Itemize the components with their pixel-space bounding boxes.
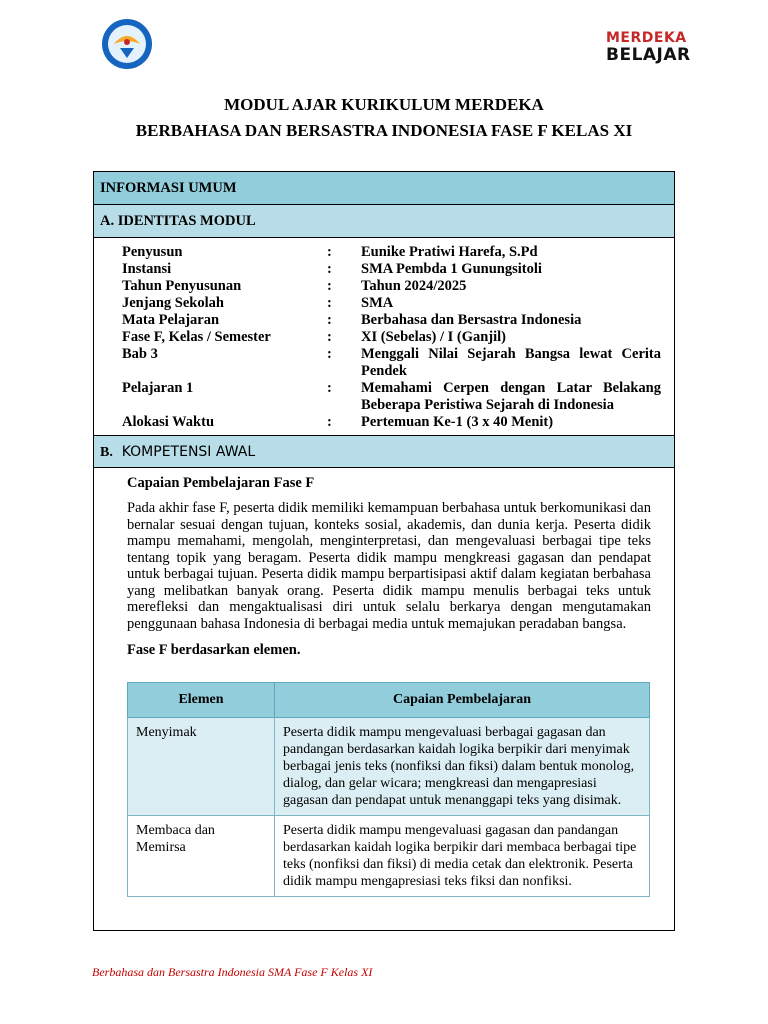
identitas-colon: :: [327, 278, 332, 294]
identitas-value: Berbahasa dan Bersastra Indonesia: [361, 312, 582, 328]
cp-paragraph: Pada akhir fase F, peserta didik memiliki kemampuan berbahasa untuk berkomunikasi dan bernalar sesuai dengan tujuan, konteks sosial, akademis, dan dunia kerja. Peserta didik mampu memahami, mengolah, menginterpretasi, dan mengevaluasi berbagai tipe teks tentang topik yang beragam. Peserta didik mampu mengkreasi gagasan dan pendapat untuk berbagai tujuan. Peserta didik mampu berpartisipasi aktif dalam kegiatan berbahasa yang melibatkan banyak orang. Peserta didik mampu menulis berbagai teks untuk merefleksi dan mengaktualisasi diri untuk selalu berkarya dengan mengutamakan penggunaan bahasa Indonesia di berbagai media untuk memajukan peradaban bangsa.: [127, 500, 651, 632]
tut-wuri-handayani-logo: [100, 18, 154, 70]
identitas-row: [122, 312, 661, 329]
identitas-colon: :: [327, 312, 332, 328]
elemen-table: [127, 682, 650, 897]
identitas-value: Tahun 2024/2025: [361, 278, 467, 294]
header-capaian: Capaian Pembelajaran: [275, 683, 650, 718]
identitas-colon: :: [327, 380, 332, 396]
fase-title: Fase F berdasarkan elemen.: [127, 642, 301, 658]
identitas-row: [122, 380, 661, 414]
identitas-label: Instansi: [122, 261, 172, 277]
identitas-colon: :: [327, 329, 332, 345]
identitas-colon: :: [327, 295, 332, 311]
identitas-row: [122, 329, 661, 346]
page-footer: Berbahasa dan Bersastra Indonesia SMA Fase F Kelas XI: [92, 965, 373, 979]
table-row: [128, 718, 650, 816]
identitas-row: [122, 244, 661, 261]
identitas-label: Mata Pelajaran: [122, 312, 220, 328]
identitas-label: Tahun Penyusunan: [122, 278, 242, 294]
identitas-value: SMA Pembda 1 Gunungsitoli: [361, 261, 542, 277]
table-row: [128, 816, 650, 897]
merdeka-belajar-logo: MERDEKA BELAJAR: [606, 30, 691, 65]
elemen-cell: Membaca dan Memirsa: [128, 816, 275, 897]
cp-title: Capaian Pembelajaran Fase F: [127, 475, 315, 491]
section-identitas-modul: A. IDENTITAS MODUL: [94, 205, 674, 238]
capaian-cell: Peserta didik mampu mengevaluasi berbagai gagasan dan pandangan berdasarkan kaidah logika berpikir dari menyimak berbagai jenis teks (nonfiksi dan fiksi) dalam bentuk monolog, dialog, dan gelar wicara; mengkreasi dan mengapresiasi gagasan dan pendapat untuk menanggapi teks yang disimak.: [275, 718, 650, 816]
document-subtitle: BERBAHASA DAN BERSASTRA INDONESIA FASE F KELAS XI: [135, 121, 633, 140]
identitas-colon: :: [327, 414, 332, 430]
capaian-cell: Peserta didik mampu mengevaluasi gagasan dan pandangan berdasarkan kaidah logika berpikir dari membaca berbagai tipe teks (nonfiksi dan fiksi) di media cetak dan elektronik. Peserta didik mampu mengapresiasi teks fiksi dan nonfiksi.: [275, 816, 650, 897]
identitas-row: [122, 346, 661, 380]
identitas-label: Jenjang Sekolah: [122, 295, 224, 311]
identitas-value: Menggali Nilai Sejarah Bangsa lewat Cerita Pendek: [361, 346, 661, 379]
header-elemen: Elemen: [128, 683, 275, 718]
identitas-value: SMA: [361, 295, 394, 311]
identitas-row: [122, 414, 661, 431]
section-kompetensi-awal: B. KOMPETENSI AWAL: [94, 435, 674, 468]
section-informasi-umum: INFORMASI UMUM: [94, 172, 674, 205]
identitas-value: Memahami Cerpen dengan Latar Belakang Beberapa Peristiwa Sejarah di Indonesia: [361, 380, 661, 413]
document-title: MODUL AJAR KURIKULUM MERDEKA: [224, 95, 544, 114]
identitas-row: [122, 295, 661, 312]
identitas-label: Alokasi Waktu: [122, 414, 215, 430]
kompetensi-content: [127, 475, 651, 667]
identitas-row: [122, 278, 661, 295]
identitas-colon: :: [327, 346, 332, 362]
identitas-label: Pelajaran 1: [122, 380, 194, 396]
identitas-row: [122, 261, 661, 278]
identitas-label: Penyusun: [122, 244, 183, 260]
module-frame: [93, 171, 675, 931]
identitas-table: [122, 244, 661, 431]
identitas-colon: :: [327, 261, 332, 277]
identitas-label: Fase F, Kelas / Semester: [122, 329, 271, 345]
identitas-colon: :: [327, 244, 332, 260]
identitas-value: XI (Sebelas) / I (Ganjil): [361, 329, 506, 345]
elemen-cell: Menyimak: [128, 718, 275, 816]
identitas-label: Bab 3: [122, 346, 158, 362]
identitas-value: Pertemuan Ke-1 (3 x 40 Menit): [361, 414, 554, 430]
identitas-value: Eunike Pratiwi Harefa, S.Pd: [361, 244, 538, 260]
